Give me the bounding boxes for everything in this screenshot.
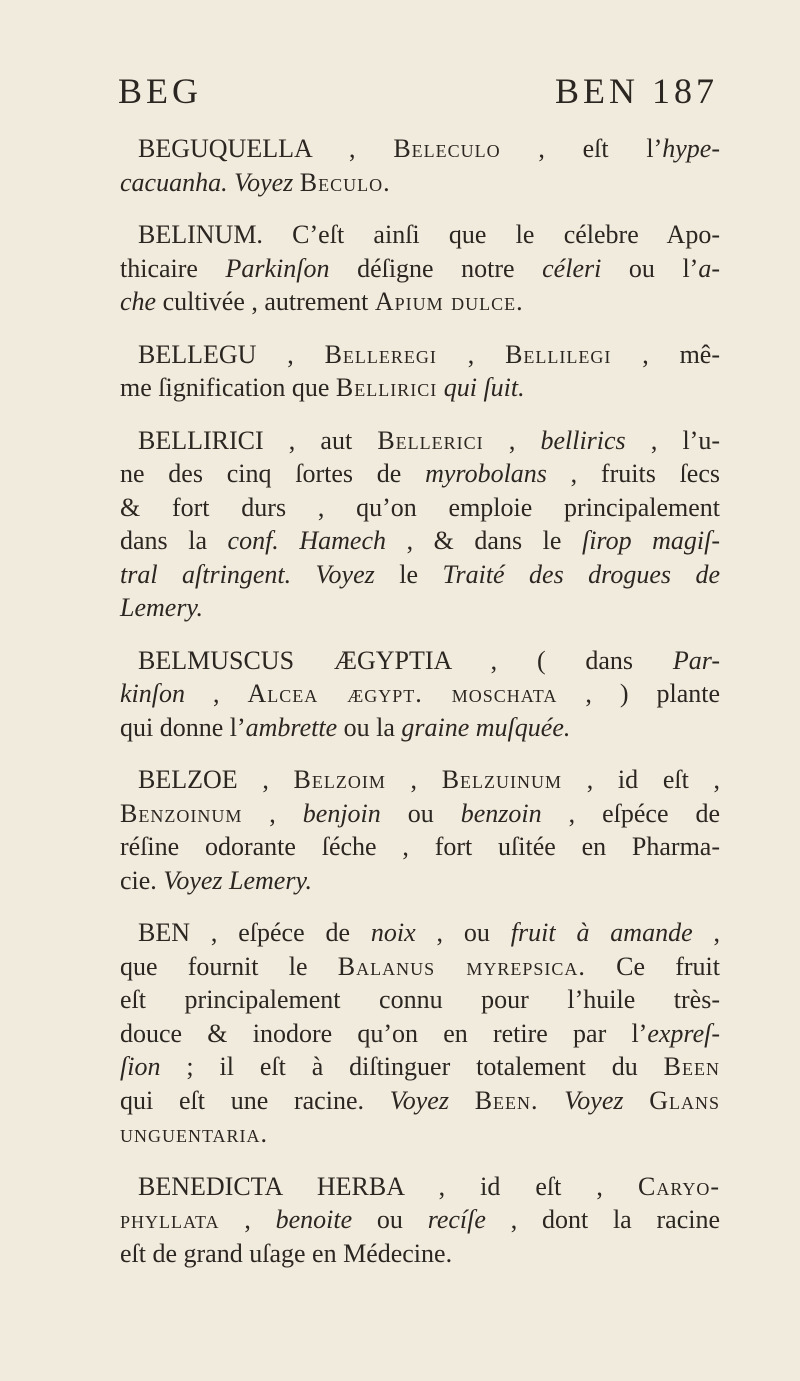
text-run: , l’u- — [625, 425, 720, 455]
text-run: , eſpéce de — [541, 798, 721, 828]
text-run: BELMUSCUS ÆGYPTIA , ( dans — [138, 645, 673, 675]
italic-run: céleri — [542, 253, 602, 283]
entry-line — [120, 424, 720, 458]
entry-line — [120, 491, 720, 525]
italic-run: tral aſtringent. Voyez — [120, 559, 375, 589]
small-caps-run: phyllata — [120, 1205, 220, 1234]
text-run: , ) plante — [557, 679, 721, 708]
italic-run: bellirics — [540, 425, 626, 455]
italic-run: ſirop magiſ- — [581, 526, 721, 555]
text-run: , — [242, 798, 303, 828]
small-caps-run: Bellilegi — [505, 339, 612, 369]
italic-run: ambrette — [245, 712, 338, 742]
text-run: qui donne l’ — [120, 712, 246, 742]
text-run — [539, 1086, 565, 1115]
entry-line — [120, 132, 720, 166]
entry-line — [120, 371, 720, 405]
entry-line — [120, 252, 720, 286]
text-run: BELLIRICI , aut — [138, 425, 378, 455]
text-run: que fournit le — [120, 951, 338, 981]
entry-line — [120, 338, 720, 372]
entry-line — [120, 644, 720, 678]
entry-line — [120, 763, 720, 797]
small-caps-run: Bellirici — [335, 373, 438, 402]
entry-line — [120, 285, 720, 319]
entry-line — [120, 950, 720, 984]
small-caps-run: Been. — [474, 1085, 539, 1115]
entry-line — [120, 166, 720, 200]
italic-run: a- — [698, 253, 720, 283]
entry-line — [120, 524, 720, 558]
dictionary-entry — [120, 916, 720, 1151]
header-right: BEN 187 — [555, 71, 718, 111]
italic-run: fruit à amande — [510, 918, 693, 947]
entry-line — [120, 1017, 720, 1051]
text-run: BEN , eſpéce de — [138, 918, 371, 947]
text-run: , mê- — [611, 339, 720, 369]
entry-line — [120, 1237, 720, 1271]
dictionary-entry — [120, 338, 720, 405]
text-run: ou l’ — [601, 253, 699, 283]
text-run: BELINUM. C’eſt ainſi que le célebre Apo- — [138, 220, 720, 249]
italic-run: che — [120, 287, 157, 316]
entry-line — [120, 1117, 720, 1151]
text-run: cie. — [120, 865, 164, 895]
small-caps-run: Belzoim — [293, 765, 386, 794]
header-left: BEG — [118, 71, 202, 111]
entry-line — [120, 983, 720, 1017]
text-run: ou — [352, 1205, 428, 1234]
dictionary-entry — [120, 1170, 720, 1271]
text-run: douce & inodore qu’on en retire par l’ — [120, 1018, 648, 1048]
text-run: dans la — [120, 526, 228, 555]
text-run: Ce fruit — [585, 951, 720, 981]
text-run: qui eſt une racine. — [120, 1085, 390, 1115]
text-run: BENEDICTA HERBA , id eſt , — [138, 1171, 638, 1201]
text-run: ne des cinq ſortes de — [120, 459, 426, 488]
italic-run: noix — [370, 918, 416, 947]
small-caps-run: unguentaria. — [120, 1119, 269, 1148]
text-run: , — [483, 425, 541, 455]
text-run: ou la — [337, 712, 402, 742]
small-caps-run: Beculo. — [299, 167, 391, 197]
text-run: BEGUQUELLA , — [138, 134, 394, 163]
text-run: réſine odorante ſéche , fort uſitée en Pharma- — [120, 832, 720, 861]
text-run: eſt principalement connu pour l’huile très- — [120, 985, 720, 1014]
text-run: , — [219, 1205, 276, 1234]
small-caps-run: Bellerici — [377, 425, 484, 455]
small-caps-run: Been — [663, 1052, 720, 1081]
italic-run: hype- — [662, 134, 720, 163]
italic-run: Voyez — [564, 1085, 624, 1115]
italic-run: Voyez — [389, 1085, 449, 1115]
text-run: & fort durs , qu’on emploie principalement — [120, 492, 720, 522]
small-caps-run: Belzuinum — [441, 765, 563, 794]
small-caps-run: Balanus myrepsica. — [337, 951, 586, 981]
entry-line — [120, 457, 720, 491]
dictionary-entry — [120, 424, 720, 625]
small-caps-run: Belleregi — [324, 339, 437, 369]
entry-list — [120, 132, 720, 1270]
italic-run: graine muſquée. — [401, 712, 571, 742]
small-caps-run: Glans — [649, 1085, 721, 1115]
italic-run: benzoin — [460, 798, 542, 828]
text-run: eſt de grand uſage en Médecine. — [120, 1238, 453, 1268]
italic-run: benjoin — [302, 798, 381, 828]
italic-run: benoite — [275, 1205, 353, 1234]
entry-line — [120, 830, 720, 864]
italic-run: cacuanha. Voyez — [120, 167, 294, 197]
text-run: , — [185, 679, 248, 708]
text-run: , dont la racine — [485, 1205, 720, 1234]
italic-run: ſion — [120, 1052, 161, 1081]
small-caps-run: Beleculo — [393, 134, 501, 163]
dictionary-entry — [120, 132, 720, 199]
italic-run: Lemery. — [120, 593, 204, 622]
text-run: , — [385, 765, 442, 794]
entry-line — [120, 797, 720, 831]
entry-line — [120, 1170, 720, 1204]
italic-run: Parkinſon — [225, 253, 330, 283]
italic-run: myrobolans — [425, 459, 547, 488]
small-caps-run: Apium dulce. — [374, 287, 524, 316]
text-run: , & dans le — [386, 526, 582, 555]
small-caps-run: Benzoinum — [120, 798, 243, 828]
text-run — [623, 1086, 649, 1115]
small-caps-run: Alcea ægypt. moschata — [247, 679, 558, 708]
text-run: , ou — [415, 918, 511, 947]
text-run: ; il eſt à diſtinguer totalement du — [160, 1052, 664, 1081]
text-run: , — [692, 918, 720, 947]
text-run: me ſignification que — [120, 373, 336, 402]
dictionary-entry — [120, 644, 720, 745]
text-run: BELLEGU , — [138, 339, 325, 369]
text-run: déſigne notre — [329, 253, 543, 283]
entry-line — [120, 1050, 720, 1084]
text-run: BELZOE , — [138, 765, 294, 794]
italic-run: kinſon — [120, 679, 185, 708]
italic-run: Par- — [672, 645, 720, 675]
entry-line — [120, 864, 720, 898]
text-run: le — [374, 559, 443, 589]
italic-run: expreſ- — [647, 1018, 720, 1048]
small-caps-run: Caryo- — [637, 1171, 720, 1201]
text-run: , fruits ſecs — [546, 459, 721, 488]
running-header — [118, 70, 718, 130]
italic-run: qui ſuit. — [443, 373, 525, 402]
text-run: , — [436, 339, 506, 369]
italic-run: Traité des drogues de — [442, 559, 720, 589]
entry-line — [120, 218, 720, 252]
text-run: , eſt l’ — [500, 134, 663, 163]
text-run: cultivée , autrement — [156, 287, 375, 316]
entry-line — [120, 711, 720, 745]
text-run: ou — [380, 798, 461, 828]
dictionary-entry — [120, 763, 720, 897]
entry-line — [120, 591, 720, 625]
entry-line — [120, 1203, 720, 1237]
italic-run: conf. Hamech — [227, 526, 387, 555]
dictionary-entry — [120, 218, 720, 319]
italic-run: Voyez Lemery. — [163, 865, 313, 895]
entry-line — [120, 916, 720, 950]
text-run: , id eſt , — [562, 765, 720, 794]
entry-line — [120, 1084, 720, 1118]
entry-line — [120, 558, 720, 592]
italic-run: recíſe — [427, 1205, 486, 1234]
text-run — [449, 1086, 475, 1115]
text-run: thicaire — [120, 253, 226, 283]
entry-line — [120, 677, 720, 711]
